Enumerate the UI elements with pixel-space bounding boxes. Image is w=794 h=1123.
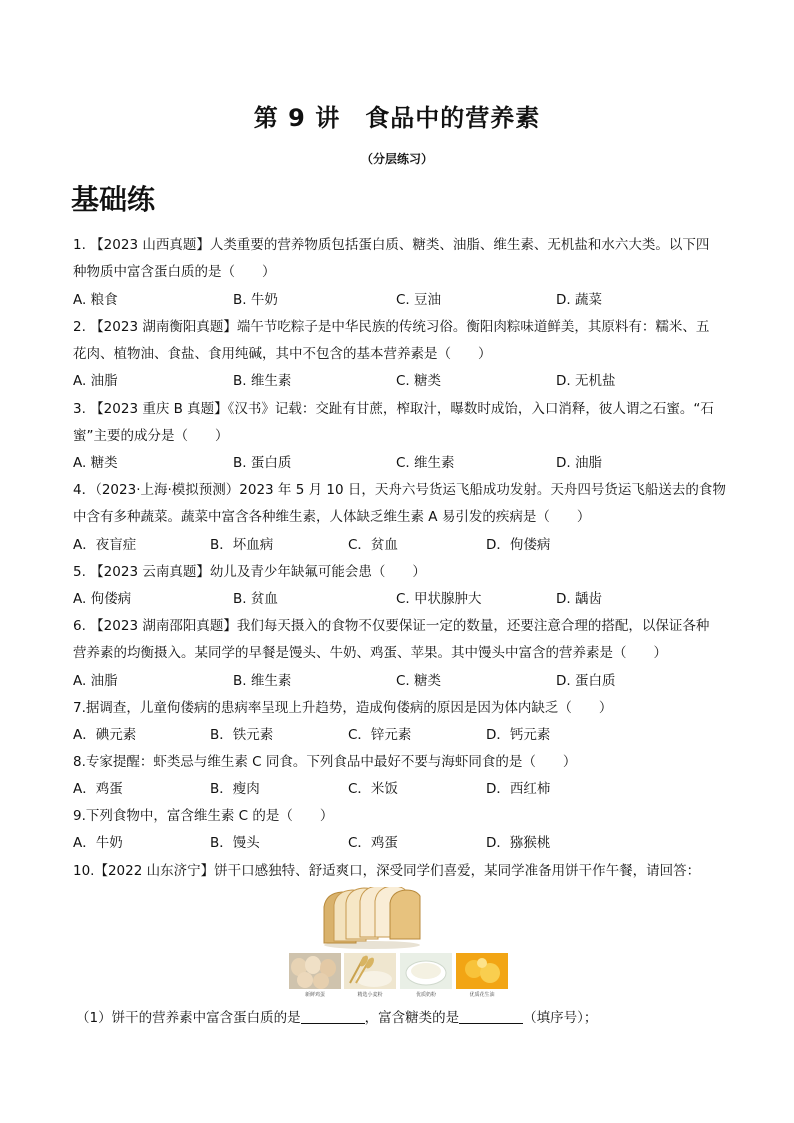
caption-milk-powder: 优质奶粉 bbox=[415, 992, 436, 998]
question-2-line-1: 2. 【2023 湖南衡阳真题】端午节吃粽子是中华民族的传统习俗。衡阳肉粽味道鲜美，其原料有：糯米、五 bbox=[73, 319, 710, 335]
question-3-option-a: A. 糖类 bbox=[73, 455, 118, 471]
question-1-option-c: C. 豆油 bbox=[396, 292, 442, 308]
fresh-eggs-image bbox=[289, 953, 341, 989]
question-7-option-c: C．锌元素 bbox=[348, 727, 412, 743]
page-subtitle: （分层练习） bbox=[360, 152, 433, 166]
question-4-line-2: 中含有多种蔬菜。蔬菜中富含各种维生素，人体缺乏维生素 A 易引发的疾病是（ ） bbox=[73, 509, 591, 525]
question-8-line-1: 8.专家提醒：虾类忌与维生素 C 同食。下列食品中最好不要与海虾同食的是（ ） bbox=[73, 754, 577, 770]
question-7-option-b: B．铁元素 bbox=[210, 727, 274, 743]
question-7-line-1: 7.据调查，儿童佝偻病的患病率呈现上升趋势，造成佝偻病的原因是因为体内缺乏（ ） bbox=[73, 700, 613, 716]
question-5-line-1: 5. 【2023 云南真题】幼儿及青少年缺氟可能会患（ ） bbox=[73, 564, 426, 580]
question-4-line-1: 4．（2023·上海·模拟预测）2023 年 5 月 10 日，天舟六号货运飞船成功发射。天舟四号货运飞船送去的食物 bbox=[73, 482, 726, 498]
answer-blank-protein[interactable] bbox=[301, 1011, 365, 1024]
caption-fresh-eggs: 新鲜鸡蛋 bbox=[304, 992, 325, 998]
question-5-option-d: D. 龋齿 bbox=[556, 591, 602, 607]
question-4-option-c: C．贫血 bbox=[348, 537, 398, 553]
question-9-option-d: D．猕猴桃 bbox=[486, 835, 551, 851]
question-8-option-d: D．西红柿 bbox=[486, 781, 551, 797]
question-6-line-2: 营养素的均衡摄入。某同学的早餐是馒头、牛奶、鸡蛋、苹果。其中馒头中富含的营养素是（ ） bbox=[73, 645, 667, 661]
question-3-option-d: D. 油脂 bbox=[556, 455, 602, 471]
question-5-option-b: B. 贫血 bbox=[233, 591, 278, 607]
question-5-option-a: A. 佝偻病 bbox=[73, 591, 132, 607]
question-10-intro: 10.【2022 山东济宁】饼干口感独特、舒适爽口，深受同学们喜爱，某同学准备用饼干作午餐，请回答： bbox=[73, 863, 701, 879]
bread-slices-image bbox=[320, 887, 424, 949]
question-3-line-1: 3. 【2023 重庆 B 真题】《汉书》记载：交趾有甘蔗，榨取汁，曝数时成饴，入口消释，彼人谓之石蜜。“石 bbox=[73, 401, 714, 417]
question-6-option-b: B. 维生素 bbox=[233, 673, 292, 689]
question-4-option-d: D．佝偻病 bbox=[486, 537, 551, 553]
question-7-option-a: A．碘元素 bbox=[73, 727, 137, 743]
question-1-option-a: A. 粮食 bbox=[73, 292, 118, 308]
sub-1-text-b: ，富含糖类的是 bbox=[364, 1010, 460, 1026]
caption-wheat-flour: 精选小麦粉 bbox=[357, 992, 383, 998]
question-3-option-c: C. 维生素 bbox=[396, 455, 455, 471]
question-2-option-b: B. 维生素 bbox=[233, 373, 292, 389]
question-2-line-2: 花肉、植物油、食盐、食用纯碱，其中不包含的基本营养素是（ ） bbox=[73, 346, 492, 362]
question-2-option-a: A. 油脂 bbox=[73, 373, 118, 389]
question-9-option-a: A．牛奶 bbox=[73, 835, 123, 851]
question-2-option-c: C. 糖类 bbox=[396, 373, 442, 389]
question-4-option-a: A．夜盲症 bbox=[73, 537, 137, 553]
question-9-line-1: 9.下列食物中，富含维生素 C 的是（ ） bbox=[73, 808, 334, 824]
peanut-oil-image bbox=[456, 953, 508, 989]
question-3-line-2: 蜜”主要的成分是（ ） bbox=[73, 428, 229, 444]
question-3-option-b: B. 蛋白质 bbox=[233, 455, 292, 471]
question-8-option-b: B．瘦肉 bbox=[210, 781, 260, 797]
question-10-sub-1 bbox=[76, 1009, 597, 1027]
question-6-option-c: C. 糖类 bbox=[396, 673, 442, 689]
question-8-option-a: A．鸡蛋 bbox=[73, 781, 123, 797]
question-1-line-1: 1. 【2023 山西真题】人类重要的营养物质包括蛋白质、糖类、油脂、维生素、无机盐和水六大类。以下四 bbox=[73, 237, 710, 253]
wheat-flour-image bbox=[344, 953, 396, 989]
caption-peanut-oil: 优质花生油 bbox=[469, 992, 495, 998]
sub-1-text-a: （1）饼干的营养素中富含蛋白质的是 bbox=[76, 1010, 301, 1026]
sub-1-text-c: （填序号）； bbox=[523, 1010, 598, 1026]
question-8-option-c: C．米饭 bbox=[348, 781, 398, 797]
question-7-option-d: D．钙元素 bbox=[486, 727, 551, 743]
question-9-option-c: C．鸡蛋 bbox=[348, 835, 398, 851]
page-title: 第 9 讲 食品中的营养素 bbox=[253, 104, 541, 132]
question-6-line-1: 6. 【2023 湖南邵阳真题】我们每天摄入的食物不仅要保证一定的数量，还要注意合理的搭配，以保证各种 bbox=[73, 618, 710, 634]
question-4-option-b: B．坏血病 bbox=[210, 537, 274, 553]
question-1-option-b: B. 牛奶 bbox=[233, 292, 278, 308]
question-2-option-d: D. 无机盐 bbox=[556, 373, 616, 389]
question-5-option-c: C. 甲状腺肿大 bbox=[396, 591, 482, 607]
answer-blank-carbohydrate[interactable] bbox=[459, 1011, 523, 1024]
milk-powder-image bbox=[400, 953, 452, 989]
question-1-line-2: 种物质中富含蛋白质的是（ ） bbox=[73, 264, 276, 280]
question-6-option-d: D. 蛋白质 bbox=[556, 673, 616, 689]
question-6-option-a: A. 油脂 bbox=[73, 673, 118, 689]
question-9-option-b: B．馒头 bbox=[210, 835, 260, 851]
question-1-option-d: D. 蔬菜 bbox=[556, 292, 602, 308]
section-heading: 基础练 bbox=[71, 183, 156, 216]
